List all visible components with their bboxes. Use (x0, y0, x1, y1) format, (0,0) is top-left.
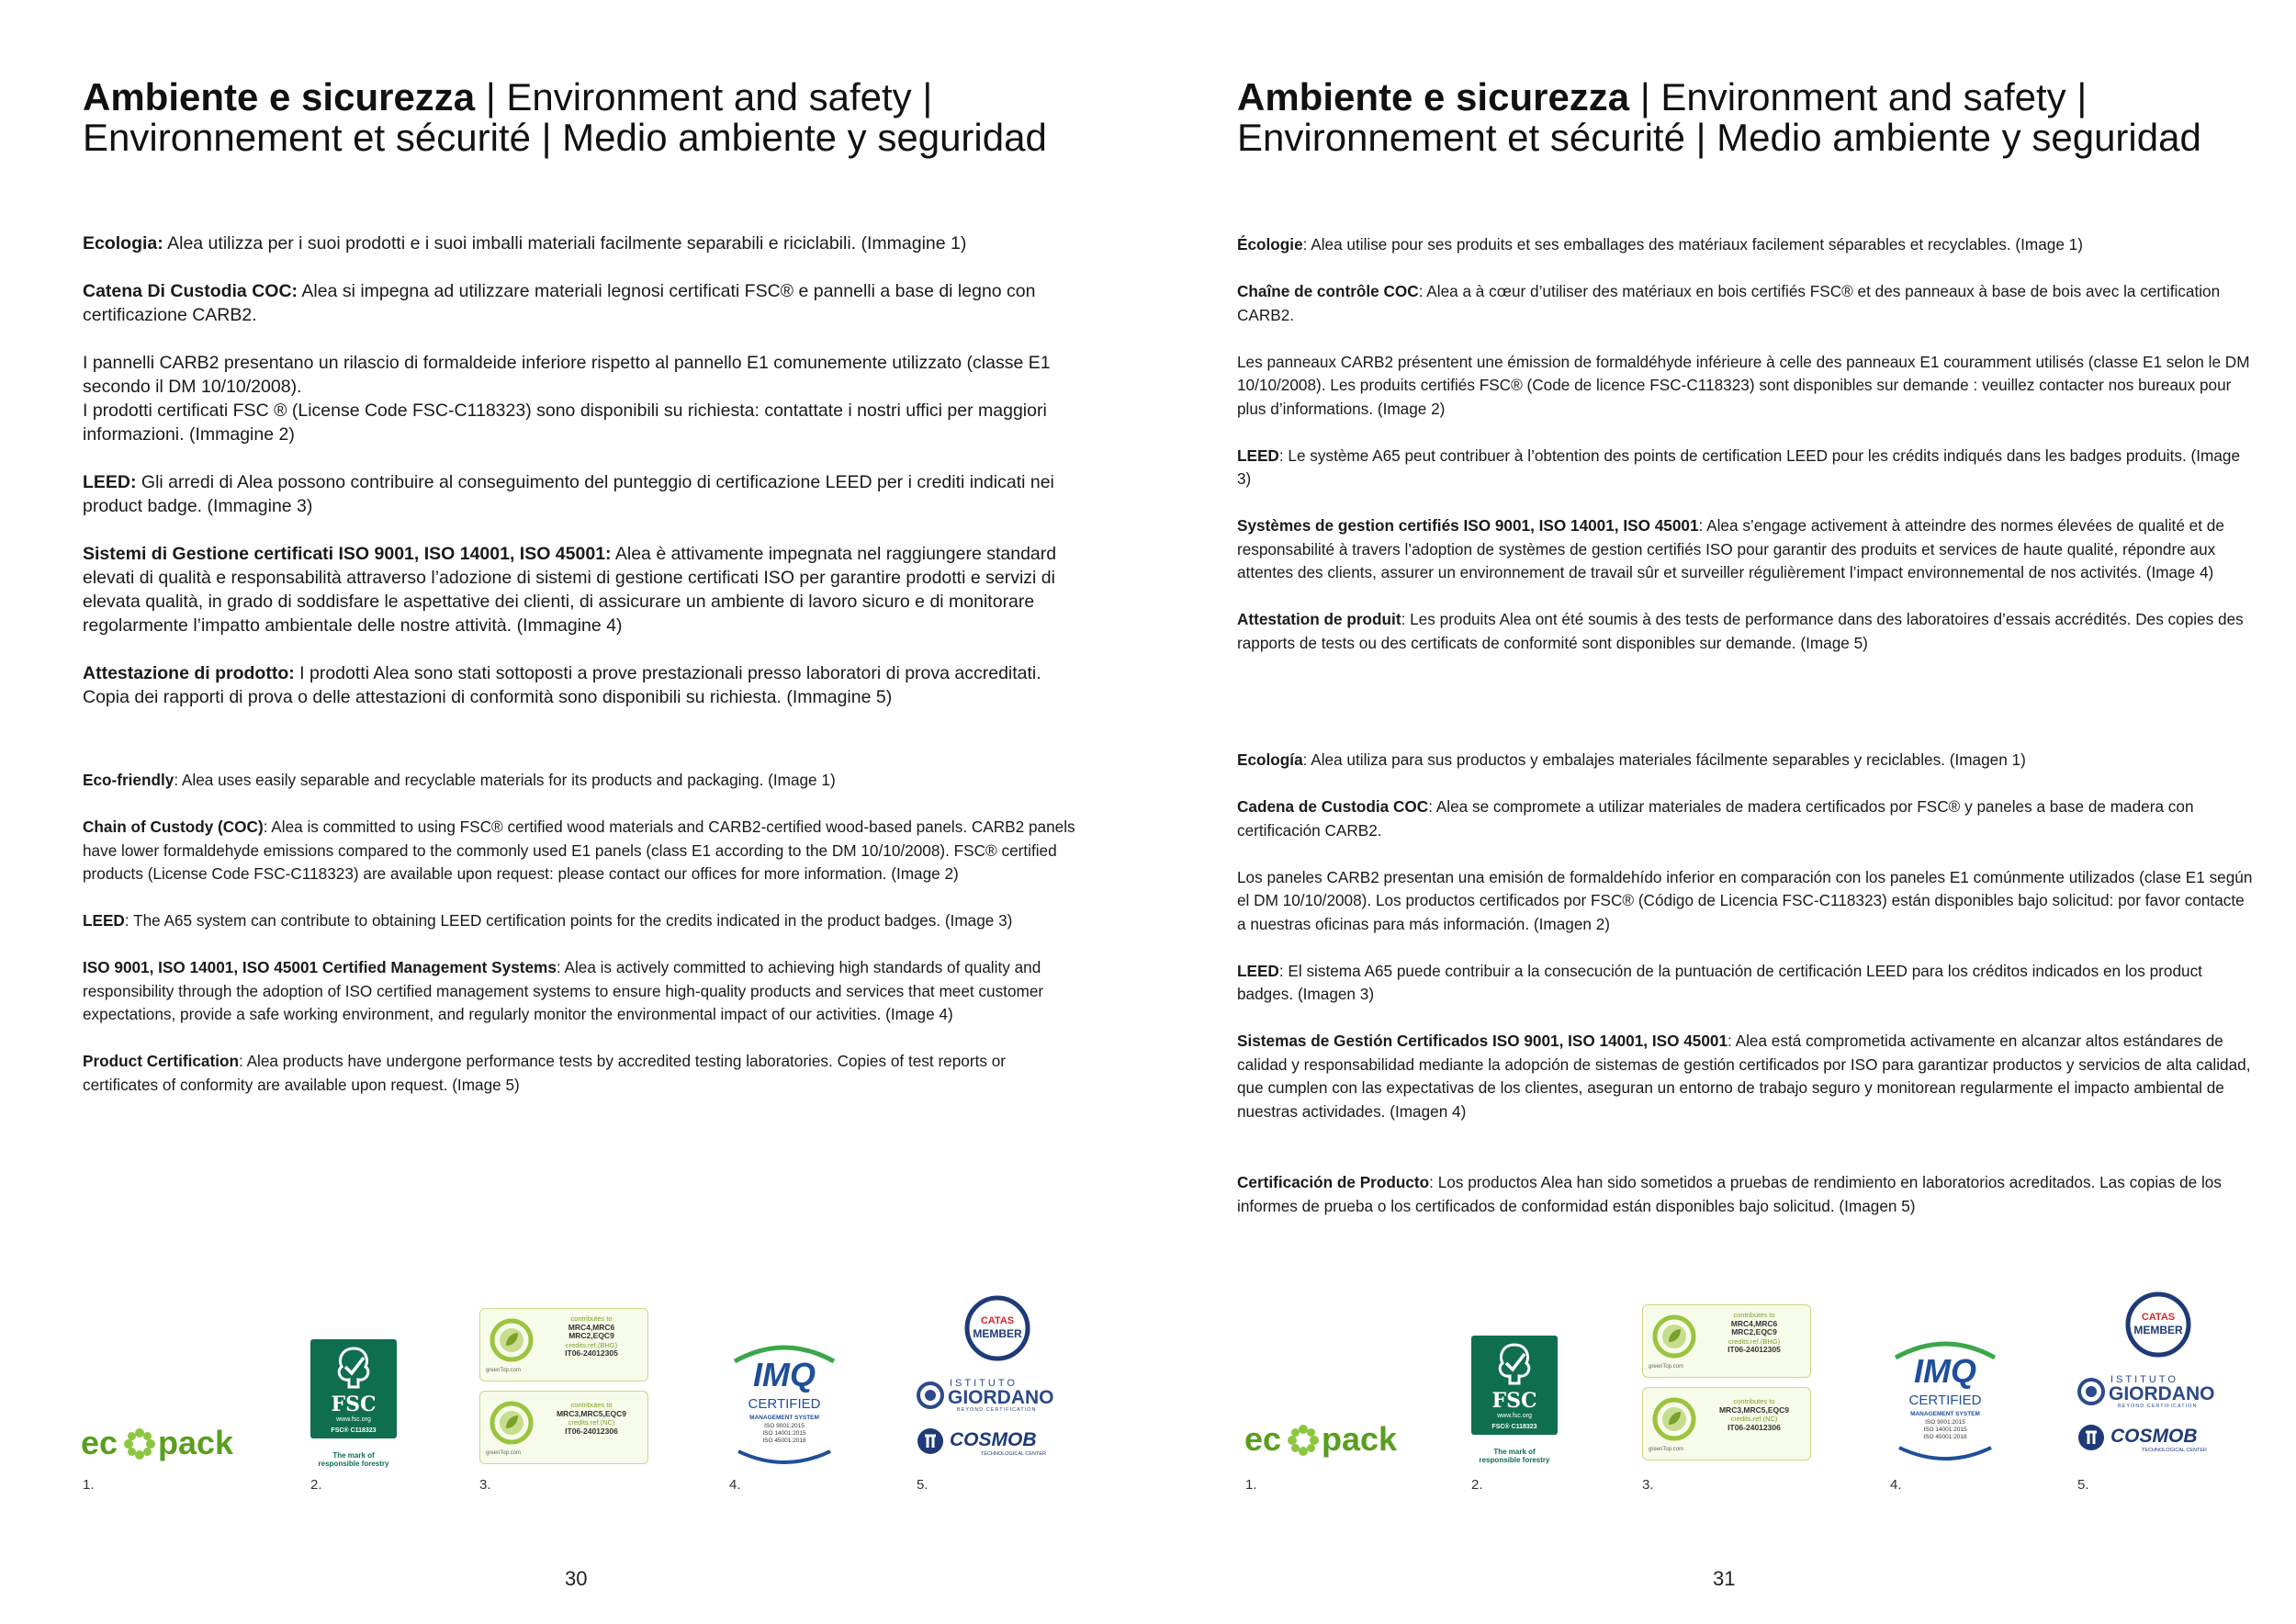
logo-number: 3. (1642, 1477, 1654, 1493)
term: Sistemi di Gestione certificati ISO 9001, ISO 14001, ISO 45001: (83, 544, 612, 564)
page-number: 31 (1713, 1567, 1736, 1590)
badge-brand: greenTop.com (1649, 1447, 1684, 1452)
body: I prodotti Alea sono stati sottoposti a prove prestazionali presso laboratori di prova accreditati. (294, 663, 1041, 683)
logo-number: 2. (310, 1477, 322, 1493)
title-rest: | Environment and safety | Environnement et sécurité | Medio ambiente y seguridad (83, 75, 1047, 159)
fsc-subtitle (1459, 1448, 1570, 1464)
spanish-section (1237, 749, 2257, 1242)
fsc-box (1471, 1336, 1558, 1435)
fsc-sub2: responsible forestry (1479, 1456, 1550, 1464)
term: ISO 9001, ISO 14001, ISO 45001 Certified Management Systems (83, 958, 557, 976)
labs-logos (917, 1295, 1064, 1470)
badge-text (1704, 1397, 1805, 1432)
fsc-subtitle (298, 1451, 409, 1468)
imq-logo (729, 1339, 839, 1468)
leaf-ring-icon (1652, 1397, 1696, 1441)
body: : Alea is committed to using FSC® certified wood materials and CARB2-certified wood-based panels. CARB2 panels have lower formaldehyde emissions compared to the commonly used E1 panels (class E1 according to the DM 10/10/2008). FSC® certified products (License Code FSC-C118323) are available upon request: please contact our offices for more information. (Image 2) (83, 818, 1075, 883)
logo-number: 4. (729, 1477, 741, 1493)
giordano-name: GIORDANO (2109, 1383, 2215, 1404)
badge-top: contributes to (1733, 1397, 1775, 1405)
body: I pannelli CARB2 presentano un rilascio di formaldeide inferiore rispetto al pannello E1 comunemente utilizzato (classe E1 secondo il DM 10/10/2008). (83, 353, 1051, 397)
body: Alea utilizza per i suoi prodotti e i suoi imballi materiali facilmente separabili e riciclabili. (Immagine 1) (163, 233, 967, 254)
term: Écologie (1237, 235, 1303, 254)
fsc-box (310, 1339, 397, 1438)
body: I prodotti certificati FSC ® (License Code FSC-C118323) sono disponibili su richiesta: contattate i nostri uffici per maggiori informazioni. (Immagine 2) (83, 400, 1047, 445)
term: Certificación de Producto (1237, 1173, 1430, 1191)
paragraph (83, 909, 1084, 933)
badge-credits: MRC3,MRC5,EQC9 (1718, 1404, 1790, 1415)
ecopack-right: pack (158, 1424, 234, 1461)
ecopack-right: pack (1322, 1420, 1398, 1458)
term: Chaîne de contrôle COC (1237, 282, 1419, 300)
fsc-name: FSC (1491, 1389, 1537, 1413)
catas-brand: CATAS (980, 1315, 1015, 1326)
paragraph (83, 231, 1084, 255)
imq-iso: ISO 9001:2015 (764, 1423, 805, 1429)
badge-code: IT06-24012305 (1728, 1345, 1781, 1354)
badge-top: contributes to (1733, 1311, 1775, 1319)
fsc-sub1: The mark of (332, 1451, 375, 1460)
paragraph (1237, 866, 2257, 937)
paragraph (83, 816, 1084, 886)
badge-text (541, 1401, 642, 1436)
term: Eco-friendly (83, 771, 174, 789)
certification-logos (0, 1286, 1102, 1506)
recycle-flower-icon (1287, 1424, 1320, 1457)
giordano-top: ISTITUTO (2110, 1374, 2178, 1385)
imq-iso: ISO 45001:2018 (1923, 1434, 1967, 1440)
body: : Alea utilise pour ses produits et ses emballages des matériaux facilement séparables et recyclables. (Image 1) (1302, 235, 2083, 254)
cosmob-mark-icon (2077, 1424, 2105, 1451)
fsc-site: www.fsc.org (1497, 1413, 1532, 1419)
term: LEED (83, 911, 125, 930)
imq-logo (1890, 1336, 2000, 1464)
term: Sistemas de Gestión Certificados ISO 9001, ISO 14001, ISO 45001 (1237, 1032, 1728, 1050)
badge-credits2: MRC2,EQC9 (568, 1331, 614, 1340)
leed-badge (479, 1308, 648, 1382)
logo-number: 1. (1245, 1477, 1257, 1493)
term: Attestation de produit (1237, 610, 1401, 628)
logo-number: 4. (1890, 1477, 1902, 1493)
paragraph (1237, 445, 2257, 491)
body: Gli arredi di Alea possono contribuire al conseguimento del punteggio di certificazione LEED per i crediti indicati nei product badge. (Immagine 3) (83, 472, 1054, 516)
paragraph (1237, 351, 2257, 422)
giordano-top: ISTITUTO (950, 1378, 1018, 1389)
tree-check-icon (331, 1345, 377, 1391)
term: Ecología (1237, 750, 1303, 769)
body: Copia dei rapporti di prova o delle attestazioni di conformità sono disponibili su richiesta. (Immagine 5) (83, 687, 893, 707)
term: Systèmes de gestion certifiés ISO 9001, ISO 14001, ISO 45001 (1237, 516, 1699, 535)
catas-brand: CATAS (2141, 1312, 2176, 1323)
tree-check-icon (1491, 1341, 1537, 1387)
page-title (83, 77, 1120, 158)
logo-number: 5. (917, 1477, 929, 1493)
badge-text (1704, 1311, 1805, 1355)
paragraph (1237, 608, 2257, 655)
badge-top: contributes to (570, 1401, 613, 1409)
badge-brand: greenTop.com (486, 1450, 522, 1456)
paragraph (83, 1050, 1084, 1097)
logo-number: 2. (1471, 1477, 1483, 1493)
cosmob-name: COSMOB (950, 1429, 1037, 1450)
imq-name: IMQ (1914, 1352, 1976, 1390)
labs-logos (2077, 1291, 2224, 1466)
giordano-mark-icon (2077, 1378, 2105, 1405)
giordano-name: GIORDANO (948, 1387, 1054, 1408)
term: Ecologia: (83, 233, 163, 254)
recycle-flower-icon (123, 1427, 156, 1460)
cosmob-mark-icon (917, 1427, 944, 1455)
logo-number: 1. (83, 1477, 95, 1493)
badge-note: credits.ref.(NC) (1730, 1415, 1778, 1423)
body: Alea è attivamente impegnata nel raggiungere standard elevati di qualità e responsabilità attraverso l’adozione di sistemi di gestione certificati ISO per garantire prodotti e servizi di elevata qualità, in grado di soddisfare le aspettative dei clienti, di assicurare un ambiente di lavoro sicuro e di monitorare regolarmente l’impatto ambientale delle nostre attività. (Immagine 4) (83, 544, 1057, 636)
title-rest: | Environment and safety | Environnement et sécurité | Medio ambiente y seguridad (1237, 75, 2201, 159)
paragraph (1237, 960, 2257, 1007)
paragraph (1237, 1171, 2257, 1218)
right-page (1148, 0, 2296, 1624)
page-number: 30 (565, 1567, 588, 1590)
imq-name: IMQ (753, 1356, 816, 1393)
title-bold: Ambiente e sicurezza (83, 75, 476, 118)
paragraph (1237, 1030, 2257, 1123)
term: Catena Di Custodia COC: (83, 281, 298, 301)
cosmob-name: COSMOB (2110, 1426, 2198, 1447)
leaf-ring-icon (490, 1401, 534, 1445)
paragraph (83, 769, 1084, 793)
paragraph (1237, 233, 2257, 257)
term: Cadena de Custodia COC (1237, 797, 1429, 816)
body: : The A65 system can contribute to obtaining LEED certification points for the credits indicated in the product badges. (Image 3) (124, 911, 1013, 930)
imq-system: MANAGEMENT SYSTEM (749, 1415, 819, 1421)
paragraph (83, 956, 1084, 1027)
body: : Alea está comprometida activamente en alcanzar altos estándares de calidad y responsabilidad mediante la adopción de sistemas de gestión certificados por ISO para garantizar productos y servicios de alta calidad, que cumplen con las expectativas de los clientes, aseguran un entorno de trabajo seguro y monitorean regularmente el impacto ambiental de nuestras actividades. (Imagen 4) (1237, 1032, 2251, 1121)
title-bold: Ambiente e sicurezza (1237, 75, 1630, 118)
body: Les panneaux CARB2 présentent une émission de formaldéhyde inférieure à celle des panneaux E1 couramment utilisés (classe E1 selon le DM 10/10/2008). Les produits certifiés FSC® (Code de licence FSC-C118323) sont disponibles sur demande : veuillez contacter nos bureaux pour plus d’informations. (Image 2) (1237, 352, 2250, 418)
paragraph (83, 351, 1084, 446)
badge-credits: MRC3,MRC5,EQC9 (556, 1408, 627, 1418)
ecopack-left: ec (81, 1424, 118, 1461)
badge-credits2: MRC2,EQC9 (1731, 1327, 1777, 1336)
imq-iso: ISO 45001:2018 (762, 1438, 806, 1444)
body: : Alea uses easily separable and recyclable materials for its products and packaging. (Image 1) (174, 771, 836, 789)
term: LEED (1237, 445, 1279, 465)
term: LEED: (83, 472, 137, 492)
body: Alea si impegna ad utilizzare materiali legnosi certificati FSC® e pannelli a base di legno con certificazione CARB2. (83, 281, 1036, 325)
body: : Les produits Alea ont été soumis à des tests de performance dans des laboratoires d’essais accrédités. Des copies des rapports de tests ou des certificats de conformité sont disponibles sur demande. (Image 5) (1237, 610, 2244, 652)
catas-member: MEMBER (2133, 1324, 2183, 1336)
fsc-logo (310, 1339, 421, 1468)
paragraph (83, 542, 1084, 637)
badge-code: IT06-24012306 (1728, 1422, 1781, 1432)
body: : Alea is actively committed to achieving high standards of quality and responsibility through the adoption of ISO certified management systems to ensure high-quality products and services that meet customer expectations, provide a safe working environment, and regularly monitor the environmental impact of our activities. (Image 4) (83, 958, 1044, 1023)
english-section (83, 769, 1084, 1121)
badge-note: credits.ref.(NC) (568, 1418, 615, 1427)
logo-number: 5. (2077, 1477, 2089, 1493)
imq-iso: ISO 14001:2015 (1923, 1427, 1967, 1433)
leed-badge (479, 1391, 648, 1464)
badge-credits: MRC4,MRC6 (1730, 1318, 1778, 1328)
catas-member: MEMBER (973, 1327, 1022, 1340)
paragraph (83, 279, 1084, 327)
imq-iso: ISO 14001:2015 (762, 1430, 806, 1437)
body: : Alea s’engage activement à atteindre des normes élevées de qualité et de responsabilité à travers l’adoption de systèmes de gestion certifiés ISO pour garantir des produits et services de haute qualité, répondre aux attentes des clients, assurer un environnement de travail sûr et surveiller régulièrement l’impact environnemental de nos activités. (Image 4) (1237, 516, 2224, 581)
fsc-code: FSC® C118323 (1491, 1424, 1537, 1430)
body: : Le système A65 peut contribuer à l’obtention des points de certification LEED pour les crédits indiqués dans les badges produits. (Image 3) (1237, 445, 2241, 488)
cosmob-sub: TECHNOLOGICAL CENTER (981, 1451, 1047, 1457)
body: Los paneles CARB2 presentan una emisión de formaldehído inferior en comparación con los paneles E1 comúnmente utilizados (clase E1 según el DM 10/10/2008). Los productos certificados por FSC® (Código de Licencia FSC-C118323) están disponibles bajo solicitud: por favor contacte a nuestras oficinas para más información. (Imagen 2) (1237, 867, 2253, 933)
term: Product Certification (83, 1052, 239, 1070)
body: : Alea utiliza para sus productos y embalajes materiales fácilmente separables y reciclables. (Imagen 1) (1302, 750, 2026, 769)
fsc-logo (1471, 1336, 1581, 1464)
term: Attestazione di prodotto: (83, 663, 295, 683)
badge-top: contributes to (570, 1314, 613, 1323)
giordano-mark-icon (917, 1382, 944, 1409)
term: LEED (1237, 961, 1279, 980)
leaf-ring-icon (490, 1318, 534, 1362)
french-section (1237, 233, 2257, 679)
paragraph (83, 661, 1084, 709)
paragraph (1237, 280, 2257, 327)
giordano-sub: BEYOND CERTIFICATION (957, 1407, 1037, 1413)
certification-logos (1148, 1286, 2250, 1506)
fsc-name: FSC (331, 1393, 377, 1416)
term: Chain of Custody (COC) (83, 818, 264, 836)
body: : Alea a à cœur d’utiliser des matériaux en bois certifiés FSC® et des panneaux à base de bois avec la certification CARB2. (1237, 282, 2221, 324)
fsc-sub1: The mark of (1493, 1448, 1536, 1456)
fsc-sub2: responsible forestry (318, 1460, 389, 1468)
paragraph (1237, 514, 2257, 585)
badge-brand: greenTop.com (1649, 1364, 1684, 1370)
ecopack-logo (1244, 1420, 1428, 1466)
paragraph (83, 470, 1084, 518)
leed-badge (1642, 1304, 1811, 1378)
badge-note: credits.ref.(BHG) (1728, 1336, 1781, 1346)
imq-certified: CERTIFIED (1908, 1393, 1982, 1408)
giordano-sub: BEYOND CERTIFICATION (2118, 1404, 2198, 1409)
paragraph (1237, 749, 2257, 773)
fsc-site: www.fsc.org (336, 1416, 371, 1423)
badge-brand: greenTop.com (486, 1368, 522, 1373)
logo-number: 3. (479, 1477, 491, 1493)
ecopack-left: ec (1244, 1420, 1282, 1458)
fsc-code: FSC® C118323 (331, 1427, 377, 1434)
paragraph (1237, 795, 2257, 842)
page-title (1237, 77, 2275, 158)
cosmob-sub: TECHNOLOGICAL CENTER (2142, 1448, 2208, 1453)
badge-credits: MRC4,MRC6 (568, 1322, 615, 1332)
ecopack-logo (81, 1424, 264, 1470)
leaf-ring-icon (1652, 1314, 1696, 1359)
body: : Los productos Alea han sido sometidos a pruebas de rendimiento en laboratorios acreditados. Las copias de los informes de prueba o los certificados de conformidad están disponibles bajo solicitud. (Imagen 5) (1237, 1173, 2222, 1215)
badge-note: credits.ref.(BHG) (565, 1340, 618, 1349)
badge-text (541, 1314, 642, 1359)
body: : El sistema A65 puede contribuir a la consecución de la puntuación de certificación LEED para los créditos indicados en los product badges. (Imagen 3) (1237, 961, 2202, 1003)
imq-certified: CERTIFIED (748, 1396, 821, 1412)
imq-system: MANAGEMENT SYSTEM (1910, 1411, 1980, 1417)
italian-section (83, 231, 1084, 733)
badge-code: IT06-24012306 (565, 1426, 618, 1436)
body: : Alea se compromete a utilizar materiales de madera certificados por FSC® y paneles a base de madera con certificación CARB2. (1237, 797, 2194, 840)
body: : Alea products have undergone performance tests by accredited testing laboratories. Copies of test reports or certificates of conformity are available upon request. (Image 5) (83, 1052, 1006, 1094)
imq-iso: ISO 9001:2015 (1925, 1419, 1965, 1426)
badge-code: IT06-24012305 (565, 1348, 618, 1358)
leed-badge (1642, 1387, 1811, 1460)
